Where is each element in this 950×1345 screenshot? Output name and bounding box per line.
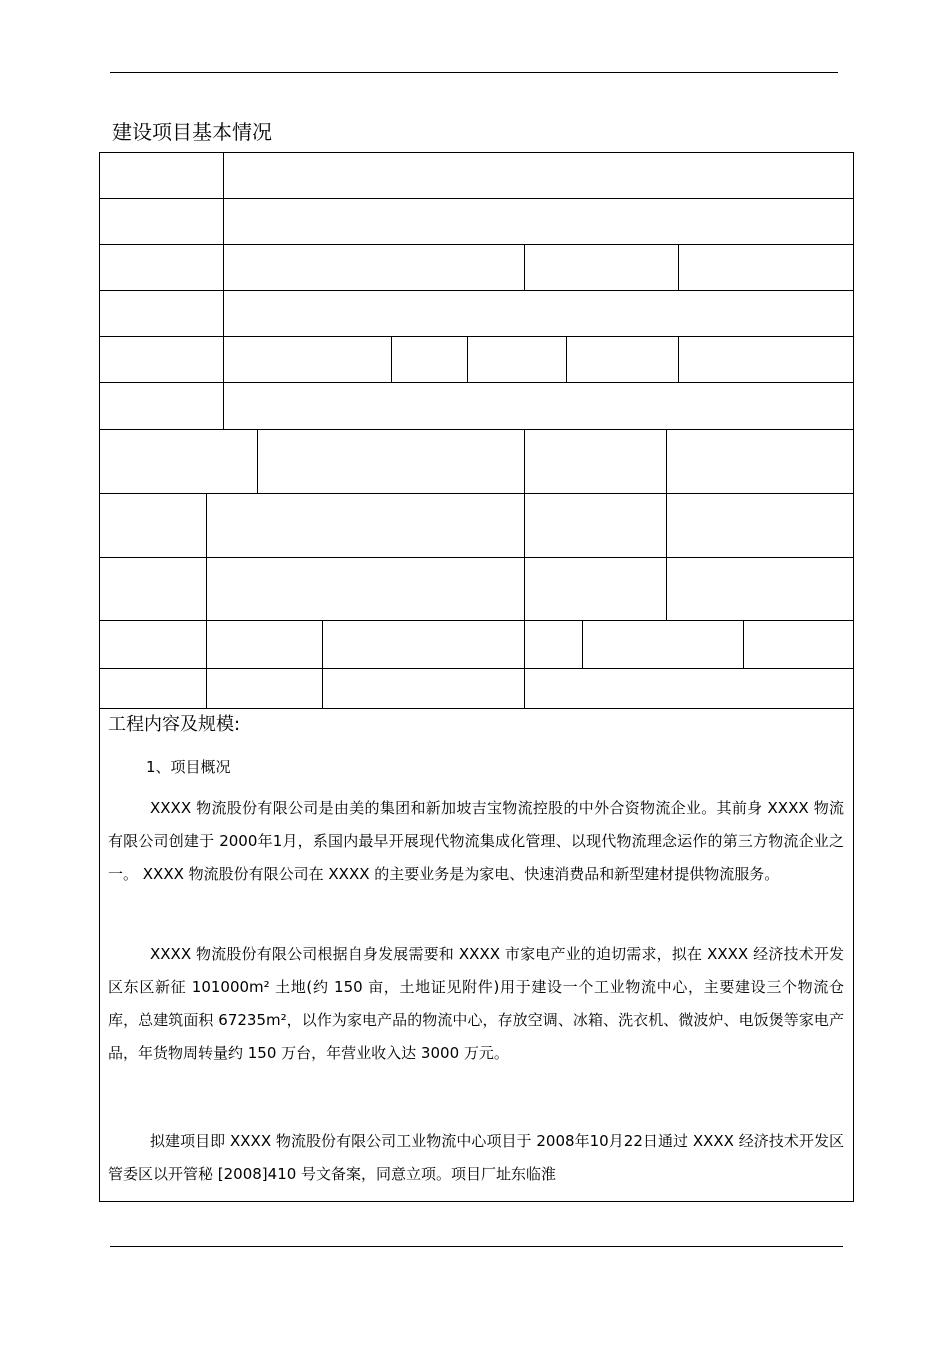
- subsection-heading: 1、项目概况: [146, 758, 231, 776]
- project-content-section: [99, 708, 854, 1202]
- section-heading: 工程内容及规模:: [108, 714, 241, 735]
- footer-rule: [110, 1246, 843, 1247]
- paragraph-plan: XXXX 物流股份有限公司根据自身发展需要和 XXXX 市家电产业的迫切需求，拟在 XXXX 经济技术开发区东区新征 101000m² 土地(约 150 亩，土地证见附件)用于建设一个工业物流中心，主要建设三个物流仓库，总建筑面积 67235m²，以作为家电产品的物流中心，存放空调、冰箱、洗衣机、微波炉、电饭煲等家电产品，年货物周转量约 150 万台，年营业收入达 3000 万元。: [108, 945, 844, 1062]
- page-title: 建设项目基本情况: [112, 120, 272, 144]
- paragraph-approval: 拟建项目即 XXXX 物流股份有限公司工业物流中心项目于 2008年10月22日通过 XXXX 经济技术开发区管委区以开管秘 [2008]410 号文备案，同意立项。项目厂址东临淮: [108, 1132, 844, 1183]
- paragraph-overview: XXXX 物流股份有限公司是由美的集团和新加坡吉宝物流控股的中外合资物流企业。其前身 XXXX 物流有限公司创建于 2000年1月，系国内最早开展现代物流集成化管理、以现代物流理念运作的第三方物流企业之一。 XXXX 物流股份有限公司在 XXXX 的主要业务是为家电、快速消费品和新型建材提供物流服务。: [108, 799, 844, 883]
